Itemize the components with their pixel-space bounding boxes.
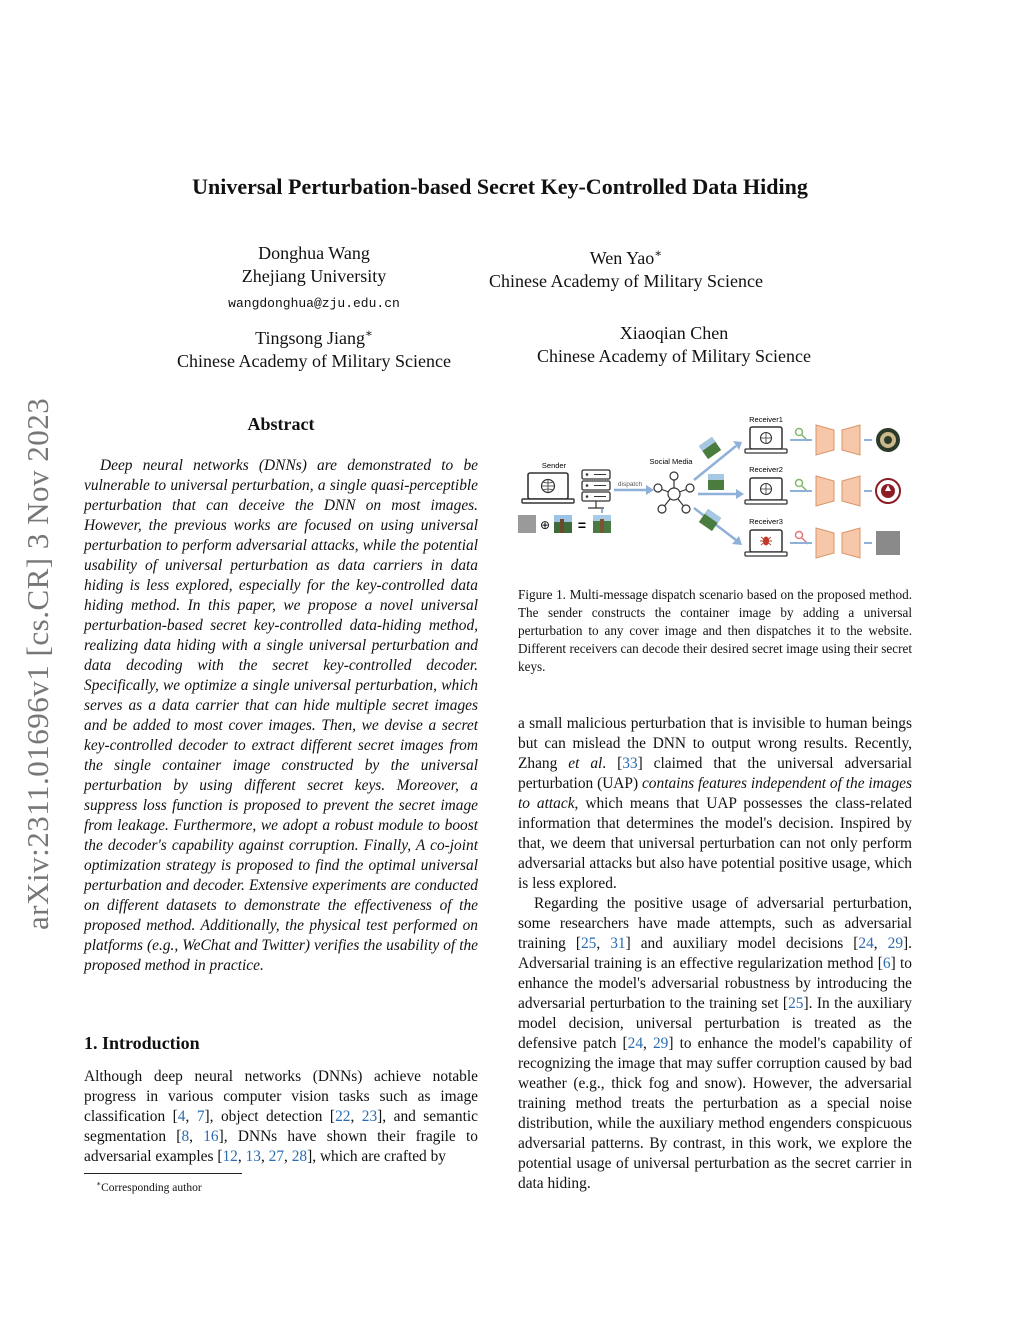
author-block-2 <box>466 242 786 293</box>
receiver3-laptop-icon <box>745 530 787 556</box>
author-affiliation: Chinese Academy of Military Science <box>537 346 811 366</box>
introduction-paragraph-2: Regarding the positive usage of adversarial perturbation, some researchers have made attempts, such as adversarial training [25, 31] and auxiliary model decisions [24, 29]. Adversarial training is an effective regularization method [6] to enhance the model's adversarial robustness by introducing the adversarial perturbation to the training set [25]. In the auxiliary model decision, universal perturbation is treated as the defensive patch [24, 29] to enhance the model's capability of recognizing the image that may suffer corruption caused by bad weather (e.g., thick fog and snow). However, the adversarial training method treats the perturbation as a special noise distribution, while the auxiliary method engenders conspicuous adversarial patterns. By contrast, in this work, we explore the potential usage of universal perturbation as the secret carrier in data hiding. <box>518 895 912 1192</box>
author-block-1 <box>174 242 454 315</box>
author-name: Xiaoqian Chen <box>619 323 729 343</box>
secret-image-3-noise <box>876 531 900 555</box>
receiver3-label: Receiver3 <box>749 517 783 526</box>
receiver1-laptop-icon <box>745 427 787 453</box>
receiver1-label: Receiver1 <box>749 415 783 424</box>
sender-laptop-icon <box>522 473 574 503</box>
citation-link[interactable]: 13 <box>245 1148 261 1165</box>
introduction-paragraph-1-continued: a small malicious perturbation that is invisible to human beings but can mislead the DNN to output wrong results. Recently, Zhang et al. [33] claimed that the universal adversarial perturbation (UAP) contains features independent of the images to attack, which means that UAP possesses the class-related information that determines the model's decision. Inspired by that, we deem that universal perturbation can not only perform adversarial attacks but also have potential positive usage, which is less explored. <box>518 715 912 892</box>
introduction-heading: 1. Introduction <box>84 1033 200 1053</box>
author-name: Donghua Wang <box>258 243 370 263</box>
citation-link[interactable]: 28 <box>291 1148 308 1165</box>
introduction-paragraph-1: Although deep neural networks (DNNs) achieve notable progress in various computer vision tasks such as image classification [4, 7], object detection [22, 23], and semantic segmentation [8, 16], DNNs have shown their fragile to adversarial examples [12, 13, 27, 28], which are crafted by <box>84 1068 479 1165</box>
figure-1-diagram <box>514 412 914 572</box>
arxiv-identifier: arXiv:2311.01696v1 [cs.CR] 3 Nov 2023 <box>20 397 55 930</box>
citation-link[interactable]: 24 <box>627 1035 644 1052</box>
citation-link[interactable]: 25 <box>580 935 597 952</box>
author-block-4 <box>514 322 834 368</box>
citation-link[interactable]: 16 <box>203 1128 219 1145</box>
footnote-rule <box>84 1173 242 1174</box>
container-image <box>593 515 611 533</box>
thumbnail-1 <box>699 437 721 459</box>
citation-link[interactable]: 29 <box>652 1035 669 1052</box>
citation-link[interactable]: 6 <box>882 955 891 972</box>
emphasis: contains features independent of the images to attack <box>518 775 912 812</box>
sender-label: Sender <box>541 461 567 470</box>
figure-1-caption: Figure 1. Multi-message dispatch scenario based on the proposed method. The sender constructs the container image by adding a universal perturbation to any cover image and then dispatches it to the website. Different receivers can decode their desired secret image using their secret keys. <box>518 587 912 674</box>
decoder-3 <box>816 528 860 558</box>
secret-image-2-seal <box>876 479 900 503</box>
citation-link[interactable]: 25 <box>788 995 804 1012</box>
citation-link[interactable]: 33 <box>622 755 638 772</box>
secret-image-1-seal <box>876 428 900 452</box>
abstract-text: Deep neural networks (DNNs) are demonstrated to be vulnerable to universal perturbation, a single quasi-perceptible perturbation that can deceive the DNN on most images. However, the previous works are focused on using universal perturbation to perform adversarial attacks, while the potential usability of universal perturbation as data carriers in data hiding is less explored, especially for the key-controlled data hiding method. In this paper, we propose a novel universal perturbation-based secret key-controlled data-hiding method, realizing data hiding with a single universal perturbation and data decoding with the secret key-controlled decoder. Specifically, we optimize a single universal perturbation, which serves as a data carrier that can hide multiple secret images and be added to most cover images. Then, we devise a secret key-controlled decoder to extract different secret images from the single container image constructed by the universal perturbation by using different secret keys. Moreover, a suppress loss function is proposed to prevent the secret image from leakage. Furthermore, we adopt a robust module to boost the decoder's capability against corruption. Finally, A co-joint optimization strategy is proposed to find the optimal universal perturbation and decoder. Extensive experiments are conducted on different datasets to demonstrate the effectiveness of the proposed method. Additionally, the physical test performed on platforms (e.g., WeChat and Twitter) verifies the usability of the proposed method in practice. <box>84 457 478 974</box>
social-media-label: Social Media <box>649 457 693 466</box>
thumbnail-2 <box>708 474 724 490</box>
thumbnail-3 <box>699 509 721 531</box>
author-email[interactable]: wangdonghua@zju.edu.cn <box>228 296 400 311</box>
perturbation-image <box>518 515 536 533</box>
decoder-2 <box>816 476 860 506</box>
abstract-heading: Abstract <box>247 414 315 434</box>
dispatch-label: dispatch <box>617 481 643 488</box>
equals-symbol: = <box>577 517 587 533</box>
author-block-3 <box>154 322 474 373</box>
citation-link[interactable]: 23 <box>361 1108 378 1125</box>
server-icon <box>582 470 610 508</box>
plus-symbol: ⊕ <box>539 518 551 532</box>
citation-link[interactable]: 8 <box>181 1128 190 1145</box>
decoder-1 <box>816 425 860 455</box>
footnote: ∗Corresponding author <box>96 1179 202 1194</box>
citation-link[interactable]: 29 <box>887 935 904 952</box>
receiver2-label: Receiver2 <box>749 465 783 474</box>
author-affiliation: Zhejiang University <box>241 266 387 286</box>
author-name: Tingsong Jiang∗ <box>255 327 373 348</box>
author-affiliation: Chinese Academy of Military Science <box>177 351 451 371</box>
citation-link[interactable]: 24 <box>858 935 874 952</box>
receiver2-laptop-icon <box>745 478 787 504</box>
paper-title: Universal Perturbation-based Secret Key-Controlled Data Hiding <box>192 174 808 199</box>
receiver-arrows <box>694 441 744 545</box>
citation-link[interactable]: 12 <box>222 1148 238 1165</box>
citation-link[interactable]: 7 <box>196 1108 205 1125</box>
author-affiliation: Chinese Academy of Military Science <box>489 271 763 291</box>
right-column-text <box>518 714 912 1194</box>
citation-link[interactable]: 31 <box>610 935 626 952</box>
citation-link[interactable]: 27 <box>268 1148 285 1165</box>
social-network-icon <box>654 472 694 513</box>
citation-link[interactable]: 22 <box>335 1108 351 1125</box>
author-name: Wen Yao∗ <box>589 247 663 268</box>
citation-link[interactable]: 4 <box>177 1108 186 1125</box>
emphasis: et al <box>568 755 603 772</box>
cover-image <box>554 515 572 533</box>
